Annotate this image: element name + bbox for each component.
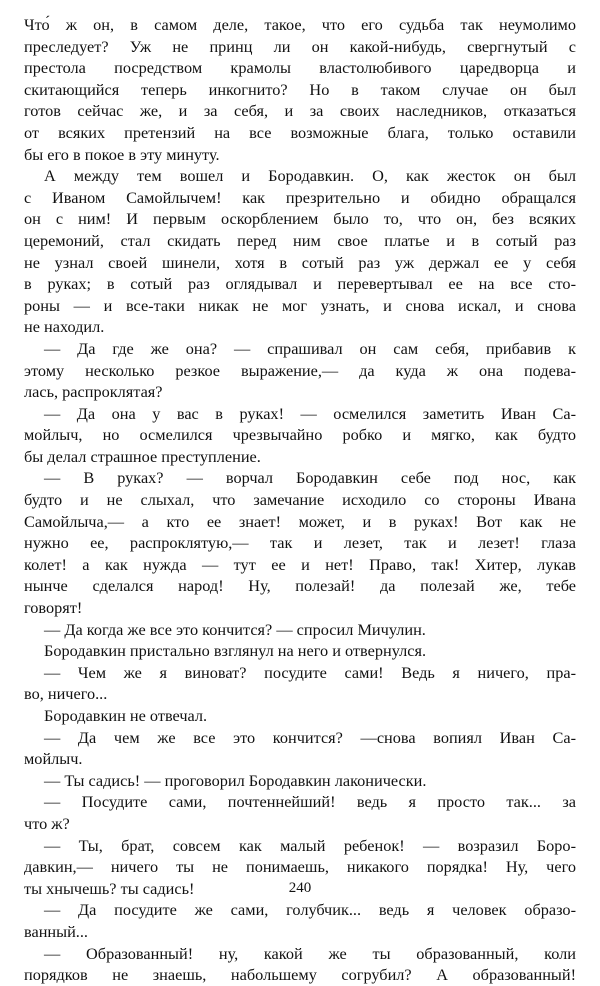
- text-line: бы делал страшное преступление.: [24, 446, 261, 466]
- page-number: 240: [288, 880, 312, 896]
- text-line: — Да где же она? — спрашивал он сам себя, прибавив к: [44, 338, 576, 358]
- text-line: роны — и все-таки никак не мог узнать, и снова искал, и снова: [24, 295, 576, 315]
- text-line: от всяких претензий на все возможные блага, только оставили: [24, 122, 576, 142]
- text-line: — Да когда же все это кончится? — спросил Мичулин.: [44, 619, 426, 639]
- text-line: — Да она у вас в руках! — осмелился заметить Иван Са-: [44, 403, 576, 423]
- text-line: мойлыч.: [24, 749, 83, 769]
- text-line: — Образованный! ну, какой же ты образованный, коли: [44, 943, 576, 963]
- text-line: скитающийся теперь инкогнито? Но в таком случае он был: [24, 79, 576, 99]
- text-line: Бородавкин не отвечал.: [44, 706, 208, 725]
- text-line: что ж?: [24, 813, 70, 833]
- text-line: не узнал своей шинели, хотя в сотый раз уж держал ее у себя: [24, 252, 576, 272]
- text-line: будто и не слыхал, что замечание исходило со стороны Ивана: [24, 490, 576, 510]
- text-line: во, ничего...: [24, 684, 108, 704]
- text-line: с Иваном Самойлычем! как презрительно и обидно обращался: [24, 187, 576, 207]
- text-line: — В руках? — ворчал Бородавкин себе под нос, как: [44, 468, 576, 488]
- text-line: нынче сделался народ! Ну, полезай! да полезай же, тебе: [24, 576, 576, 596]
- text-line: Что́ ж он, в самом деле, такое, что его судьба так неумолимо: [24, 15, 576, 34]
- text-line: порядков не знаешь, набольшему согрубил? А образованный!: [24, 965, 576, 985]
- text-line: — Ты, брат, совсем как малый ребенок! — возразил Боро-: [44, 835, 576, 855]
- text-line: — Чем же я виноват? посудите сами! Ведь я ничего, пра-: [44, 662, 576, 682]
- text-line: Бородавкин пристально взглянул на него и отвернулся.: [44, 641, 427, 661]
- text-line: этому несколько резкое выражение,— да куда ж она подева-: [24, 360, 576, 380]
- text-line: лась, распроклятая?: [24, 382, 163, 402]
- text-line: давкин,— ничего ты не понимаешь, никакого порядка! Ну, чего: [24, 857, 576, 877]
- text-line: колет! а как нужда — тут ее и нет! Право, так! Хитер, лукав: [24, 554, 576, 574]
- text-line: Самойлыча,— а кто ее знает! может, и в руках! Вот как не: [24, 511, 576, 531]
- book-page: [24, 14, 576, 985]
- text-line: не находил.: [24, 317, 105, 337]
- text-line: церемоний, стал скидать перед ним свое платье и в сотый раз: [24, 230, 576, 250]
- text-line: бы его в покое в эту минуту.: [24, 144, 220, 164]
- text-line: престола посредством крамолы властолюбивого царедворца и: [24, 58, 576, 78]
- text-line: мойлыч, но осмелился чрезвычайно робко и мягко, как будто: [24, 425, 576, 445]
- text-line: — Да чем же все это кончится? —снова вопиял Иван Са-: [44, 727, 576, 747]
- text-line: А между тем вошел и Бородавкин. О, как жесток он был: [44, 166, 576, 186]
- text-line: готов сейчас же, и за себя, и за своих наследников, отказаться: [24, 101, 576, 121]
- text-line: — Ты садись! — проговорил Бородавкин лаконически.: [44, 770, 427, 790]
- text-line: — Посудите сами, почтеннейший! ведь я просто так... за: [44, 792, 576, 812]
- text-line: преследует? Уж не принц ли он какой-нибудь, свергнутый с: [24, 36, 576, 56]
- text-line: он с ним! И первым оскорблением было то, что он, без всяких: [24, 209, 576, 229]
- text-line: — Да посудите же сами, голубчик... ведь я человек образо-: [44, 900, 576, 920]
- text-line: в руках; в сотый раз оглядывал и перевертывал ее на все сто-: [24, 274, 576, 294]
- text-line: говорят!: [24, 598, 83, 618]
- text-line: нужно ее, распроклятую,— так и лезет, так и лезет! глаза: [24, 533, 576, 553]
- text-line: ты хнычешь? ты садись!: [24, 878, 195, 898]
- text-line: ванный...: [24, 921, 88, 941]
